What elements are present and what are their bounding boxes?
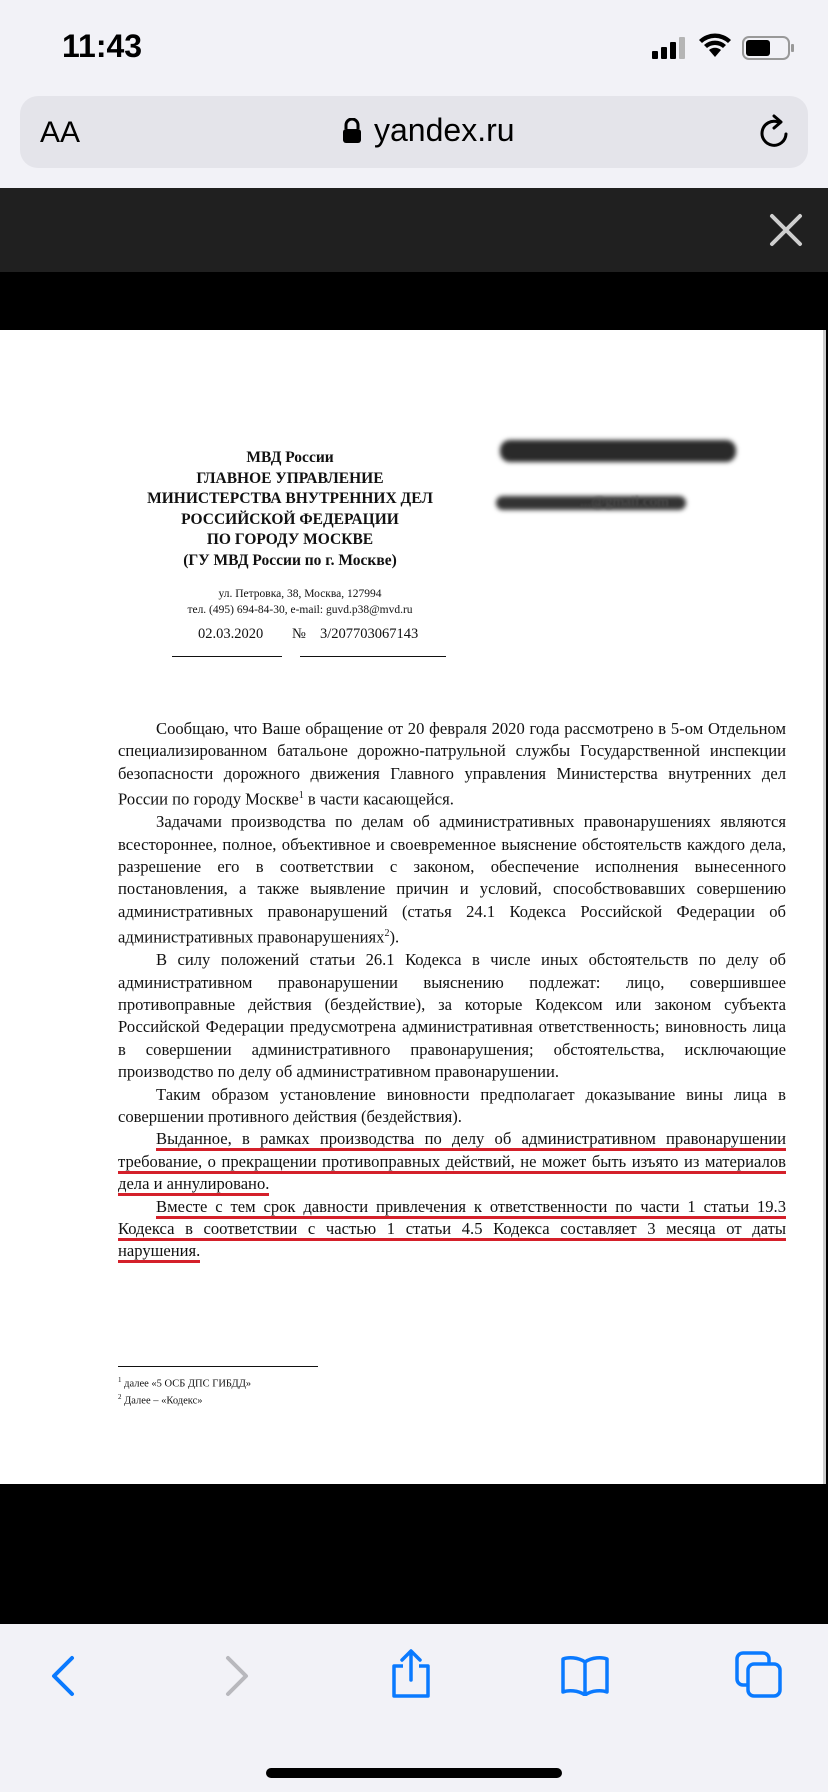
footnote: $^2$ Далее – «Кодекс» [118, 1392, 203, 1406]
contact-line: тел. (495) 694-84-30, e-mail: guvd.p38@mvd.ru [187, 604, 413, 616]
registration-number: 3/207703067143 [320, 626, 419, 642]
viewer-background-bottom [0, 1484, 828, 1624]
highlighted-paragraph [118, 1196, 786, 1263]
red-underlined-text: Вместе с тем срок давности привлечения к ответственности по части 1 статьи 19.3 Кодекса в соответствии с частью 1 статьи 4.5 Кодекса составляет 3 месяца от даты нарушения. [118, 1197, 786, 1264]
date-underline [172, 656, 282, 657]
battery-icon [742, 36, 796, 60]
cellular-signal-icon [652, 37, 688, 59]
sender-header [120, 448, 460, 571]
close-icon[interactable] [764, 208, 808, 252]
sender-address [140, 586, 460, 618]
footnotes [118, 1374, 251, 1407]
reload-icon[interactable] [756, 112, 794, 152]
redacted-addressee-name [500, 440, 736, 462]
address-line: ул. Петровка, 38, Москва, 127994 [218, 588, 382, 600]
paragraph: Таким образом установление виновности предполагает доказывание вины лица в совершении противного действия (бездействия). [118, 1084, 786, 1126]
letter-body [118, 718, 786, 1263]
header-line: МВД России [246, 449, 334, 466]
paragraph: Сообщаю, что Ваше обращение от 20 февраля 2020 года рассмотрено в 5-ом Отдельном специализированном батальоне дорожно-патрульной службы Государственной инспекции безопасности дорожного движения Главного управления Министерства внутренних дел России по городу Москве$^1$ в части касающейся. [118, 719, 786, 809]
footnote-mark: 2 [384, 928, 390, 940]
viewer-background [0, 272, 828, 330]
forward-icon[interactable] [216, 1654, 256, 1698]
header-line: ПО ГОРОДУ МОСКВЕ [206, 531, 374, 548]
browser-toolbar [0, 1624, 828, 1792]
url-domain[interactable]: yandex.ru [374, 112, 515, 148]
home-indicator [266, 1768, 562, 1778]
bookmarks-icon[interactable] [560, 1654, 610, 1696]
lock-icon [342, 118, 362, 144]
paragraph: Задачами производства по делам об административных правонарушениях являются всестороннее, полное, объективное и своевременное выяснение обстоятельств каждого дела, разрешение его в соответствии с законом, обеспечение исполнения вынесенного постановления, а также выявление причин и условий, способствовавших совершению административных правонарушений (статья 24.1 Кодекса Российской Федерации об административных правонарушениях$^2$). [118, 812, 786, 947]
footnote-separator [118, 1366, 318, 1367]
addressee-email-fragment: ...@gmail.com [580, 494, 669, 510]
address-bar[interactable] [20, 96, 808, 168]
header-line: ГЛАВНОЕ УПРАВЛЕНИЕ [196, 469, 384, 487]
back-icon[interactable] [44, 1654, 84, 1698]
header-line: МИНИСТЕРСТВА ВНУТРЕННИХ ДЕЛ [147, 490, 433, 507]
header-line: (ГУ МВД России по г. Москве) [183, 551, 397, 569]
highlighted-paragraph [118, 1128, 786, 1195]
red-underlined-text: Выданное, в рамках производства по делу об административном правонарушении требование, о прекращении противоправных действий, не может быть изъято из материалов дела и аннулировано. [118, 1129, 786, 1196]
registration-date: 02.03.2020 [198, 626, 264, 642]
status-bar [0, 0, 828, 90]
reader-text-size-button[interactable]: AA [40, 116, 81, 149]
tabs-icon[interactable] [734, 1650, 784, 1700]
paragraph: В силу положений статьи 26.1 Кодекса в числе иных обстоятельств по делу об административном правонарушении выяснению подлежат: лицо, совершившее противоправные действия (бездействие), за которые Кодексом или законом субъекта Российской Федерации предусмотрена административная ответственность; виновность лица в совершении административного правонарушения; обстоятельства, исключающие производство по делу об административном правонарушении. [118, 950, 786, 1082]
header-line: РОССИЙСКОЙ ФЕДЕРАЦИИ [181, 510, 399, 528]
registration-number-label: № [292, 626, 306, 642]
status-time: 11:43 [62, 28, 143, 64]
image-viewer-bar [0, 188, 828, 272]
document-image [0, 330, 826, 1484]
share-icon[interactable] [388, 1648, 434, 1700]
footnote-mark: 1 [298, 790, 304, 802]
browser-address-area [0, 90, 828, 188]
wifi-icon [698, 32, 732, 58]
number-underline [300, 656, 446, 657]
footnote: $^1$ далее «5 ОСБ ДПС ГИБДД» [118, 1376, 252, 1390]
